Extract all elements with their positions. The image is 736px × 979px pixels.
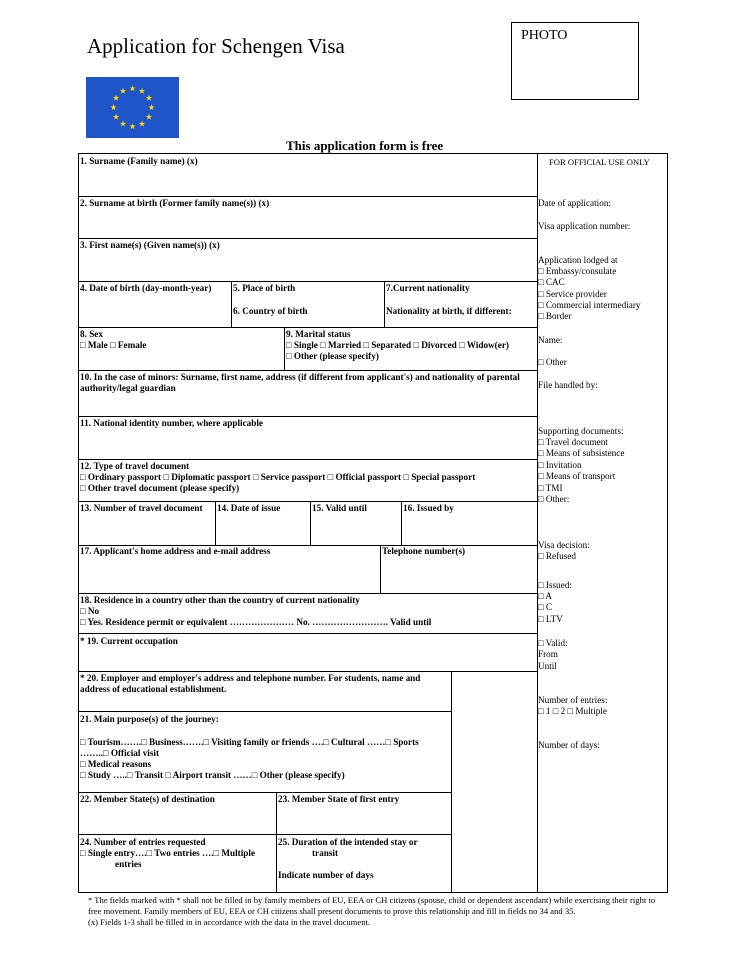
field-first-names[interactable]: 3. First name(s) (Given name(s)) (x) <box>80 240 220 250</box>
free-notice: This application form is free <box>286 138 444 153</box>
purpose-options-2[interactable]: ……..□ Official visit <box>80 748 160 758</box>
official-number-of-days: Number of days: <box>538 740 600 750</box>
purpose-options-1[interactable]: □ Tourism…….□ Business…….□ Visiting family or friends ….□ Cultural ……□ Sports <box>80 737 419 747</box>
official-lodged-commercial[interactable]: □ Commercial intermediary <box>538 300 641 310</box>
field-duration[interactable]: 25. Duration of the intended stay or <box>278 837 418 847</box>
field-place-of-birth[interactable]: 5. Place of birth <box>233 283 296 293</box>
official-valid-until: Until <box>538 661 557 671</box>
field-country-of-birth[interactable]: 6. Country of birth <box>233 306 308 316</box>
application-form <box>78 153 668 893</box>
official-file-handled: File handled by: <box>538 380 598 390</box>
field-issued-by[interactable]: 16. Issued by <box>403 503 454 513</box>
official-lodged-border[interactable]: □ Border <box>538 311 572 321</box>
official-name: Name: <box>538 335 563 345</box>
field-entries-requested: 24. Number of entries requested <box>80 837 206 847</box>
photo-box <box>511 22 639 100</box>
field-travel-doc-type: 12. Type of travel document <box>80 461 190 471</box>
field-national-id[interactable]: 11. National identity number, where applicable <box>80 418 263 428</box>
official-number-of-entries: Number of entries: <box>538 695 608 705</box>
official-doc-travel[interactable]: □ Travel document <box>538 437 608 447</box>
entries-options-cont: entries <box>115 859 142 869</box>
field-nationality-at-birth[interactable]: Nationality at birth, if different: <box>386 306 512 316</box>
official-visa-number: Visa application number: <box>538 221 631 231</box>
eu-flag-icon <box>86 77 179 138</box>
official-lodged-at: Application lodged at <box>538 255 618 265</box>
field-current-nationality[interactable]: 7.Current nationality <box>386 283 470 293</box>
field-date-of-birth[interactable]: 4. Date of birth (day-month-year) <box>80 283 212 293</box>
footnote-x: (x) Fields 1-3 shall be filled in in accordance with the data in the travel document. <box>88 916 371 927</box>
field-duration-cont: transit <box>312 848 339 858</box>
field-valid-until[interactable]: 15. Valid until <box>312 503 367 513</box>
footnotes <box>88 895 658 927</box>
official-lodged-service-provider[interactable]: □ Service provider <box>538 289 607 299</box>
official-lodged-cac[interactable]: □ CAC <box>538 277 565 287</box>
official-valid-from: From <box>538 649 558 659</box>
field-surname-at-birth[interactable]: 2. Surname at birth (Former family name(s)) (x) <box>80 198 270 208</box>
field-number-of-days[interactable]: Indicate number of days <box>278 870 374 880</box>
official-doc-other[interactable]: □ Other: <box>538 494 570 504</box>
travel-doc-other[interactable]: □ Other travel document (please specify) <box>80 483 240 493</box>
field-journey-purpose: 21. Main purpose(s) of the journey: <box>80 714 219 724</box>
official-issued[interactable]: □ Issued: <box>538 580 572 590</box>
field-current-occupation[interactable]: * 19. Current occupation <box>80 636 178 646</box>
official-doc-transport[interactable]: □ Means of transport <box>538 471 616 481</box>
field-destination-state[interactable]: 22. Member State(s) of destination <box>80 794 215 804</box>
field-minors-guardian[interactable]: 10. In the case of minors: Surname, first name, address (if different from applicant's) and nationality of parental authority/legal guardian <box>80 372 520 394</box>
field-sex: 8. Sex <box>80 329 103 339</box>
footnote-asterisk: * The fields marked with * shall not be filled in by family members of EU, EEA or CH citizens (spouse, child or dependent ascendant) while exercising their right to free movement. Family members of EU, EEA or CH citizens shall present documents to prove this relationship and fill in fields no 34 and 35. <box>88 895 656 916</box>
purpose-options-4[interactable]: □ Study …..□ Transit □ Airport transit ……□ Other (please specify) <box>80 770 345 780</box>
official-issued-c[interactable]: □ C <box>538 602 552 612</box>
field-telephone[interactable]: Telephone number(s) <box>382 546 466 556</box>
field-first-entry-state[interactable]: 23. Member State of first entry <box>278 794 400 804</box>
residence-no[interactable]: □ No <box>80 606 100 616</box>
field-date-of-issue[interactable]: 14. Date of issue <box>217 503 281 513</box>
field-residence: 18. Residence in a country other than the country of current nationality <box>80 595 360 605</box>
residence-yes[interactable]: □ Yes. Residence permit or equivalent ………………… No. ……………………. Valid until <box>80 617 432 627</box>
official-issued-ltv[interactable]: □ LTV <box>538 614 563 624</box>
purpose-options-3[interactable]: □ Medical reasons <box>80 759 152 769</box>
sex-options[interactable]: □ Male □ Female <box>80 340 147 350</box>
official-valid[interactable]: □ Valid: <box>538 638 568 648</box>
field-surname[interactable]: 1. Surname (Family name) (x) <box>80 156 198 166</box>
photo-label: PHOTO <box>521 28 568 43</box>
official-visa-decision: Visa decision: <box>538 540 590 550</box>
official-other[interactable]: □ Other <box>538 357 567 367</box>
official-date-of-application: Date of application: <box>538 198 611 208</box>
field-marital-status: 9. Marital status <box>286 329 351 339</box>
marital-options[interactable]: □ Single □ Married □ Separated □ Divorced □ Widow(er) <box>286 340 509 350</box>
official-doc-tmi[interactable]: □ TMI <box>538 483 563 493</box>
official-refused[interactable]: □ Refused <box>538 551 576 561</box>
entries-options[interactable]: □ Single entry….□ Two entries ….□ Multiple <box>80 848 256 858</box>
field-employer[interactable]: * 20. Employer and employer's address and telephone number. For students, name and address of educational establishment. <box>80 673 421 695</box>
field-home-address[interactable]: 17. Applicant's home address and e-mail address <box>80 546 271 556</box>
official-lodged-embassy[interactable]: □ Embassy/consulate <box>538 266 617 276</box>
official-supporting-docs: Supporting documents: <box>538 426 624 436</box>
field-travel-doc-number[interactable]: 13. Number of travel document <box>80 503 203 513</box>
page-title: Application for Schengen Visa <box>87 34 345 58</box>
marital-other[interactable]: □ Other (please specify) <box>286 351 379 361</box>
official-issued-a[interactable]: □ A <box>538 591 552 601</box>
official-doc-subsistence[interactable]: □ Means of subsistence <box>538 448 625 458</box>
official-entries-options[interactable]: □ 1 □ 2 □ Multiple <box>538 706 607 716</box>
official-doc-invitation[interactable]: □ Invitation <box>538 460 582 470</box>
official-heading: FOR OFFICIAL USE ONLY <box>549 157 650 167</box>
travel-doc-options[interactable]: □ Ordinary passport □ Diplomatic passport □ Service passport □ Official passport □ Special passport <box>80 472 476 482</box>
